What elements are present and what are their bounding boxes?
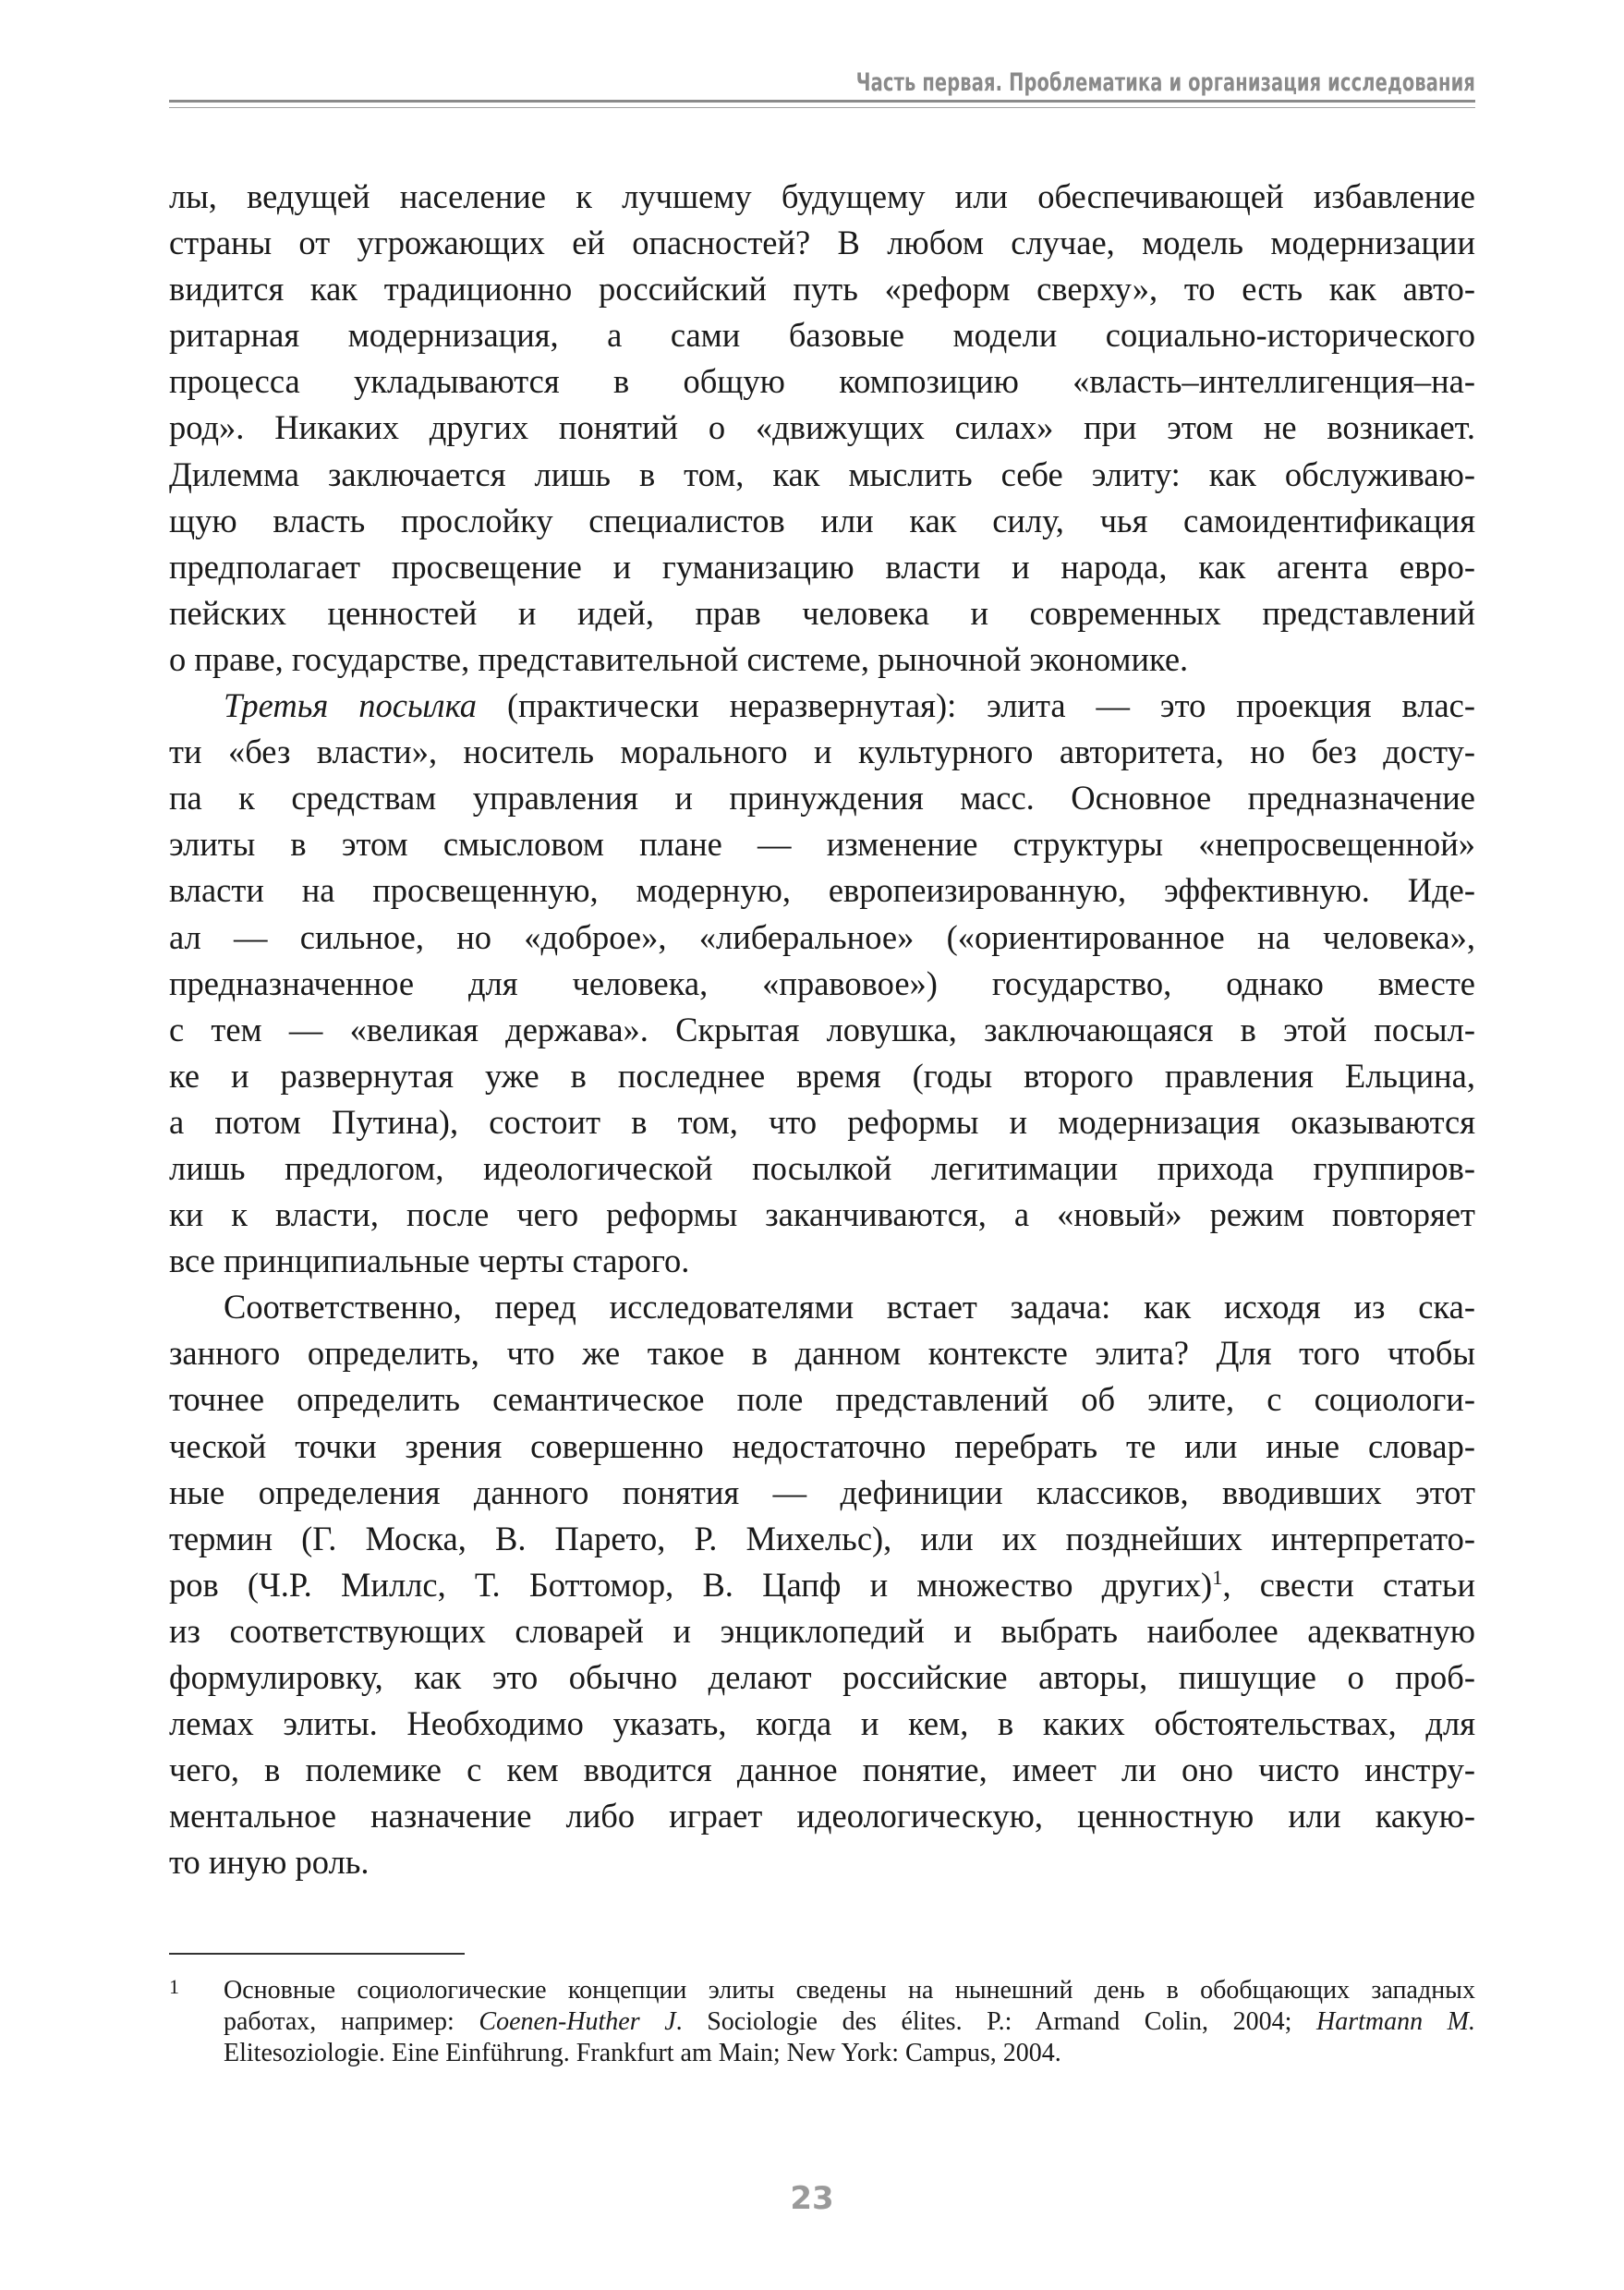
paragraph-line: ки к власти, после чего реформы заканчиваются, а «новый» режим повторяет [169,1195,1475,1234]
line-text: ров (Ч.Р. Миллс, Т. Боттомор, В. Цапф и множество других) [169,1565,1213,1604]
paragraph-line: то иную роль. [169,1843,370,1882]
paragraph-line: термин (Г. Моска, В. Парето, Р. Михельс), или их позднейших интерпретато- [169,1519,1475,1557]
paragraph-line: Соответственно, перед исследователями встает задача: как исходя из ска- [224,1288,1475,1327]
footnote-line: Основные социологические концепции элиты сведены на нынешний день в обобщающих западных [224,1976,1475,2005]
paragraph-line [169,1562,1475,1608]
paragraph-3-footnote-line [169,1562,1475,1608]
author-name: Coenen-Huther J [479,2007,676,2036]
paragraph-line: род». Никаких других понятий о «движущих силах» при этом не возникает. [169,408,1475,447]
paragraph-line: лишь предлогом, идеологической посылкой легитимации прихода группиров- [169,1148,1475,1187]
footnote-line: Elitesoziologie. Eine Einführung. Frankfurt am Main; New York: Campus, 2004. [224,2039,1061,2067]
author-name: Hartmann M. [1315,2007,1475,2036]
paragraph-line: процесса укладываются в общую композицию «власть–интеллигенция–на- [169,362,1475,401]
paragraph-line: ке и развернутая уже в последнее время (годы второго правления Ельцина, [169,1056,1475,1095]
paragraph-line: лы, ведущей население к лучшему будущему или обеспечивающей избавление [169,177,1475,215]
paragraph-line: ритарная модернизация, а сами базовые модели социально-исторического [169,316,1475,355]
paragraph-3-continued [169,1608,1475,1886]
paragraph-line: занного определить, что же такое в данном контексте элита? Для того чтобы [169,1334,1475,1373]
main-text [169,174,1475,1885]
footnote-number: 1 [169,1975,179,1998]
paragraph-line: предназначенное для человека, «правовое») государство, однако вместе [169,963,1475,1002]
header-rule-thick [169,100,1475,103]
line-text: работах, например: [224,2007,479,2036]
paragraph-line: власти на просвещенную, модерную, европеизированную, эффективную. Иде- [169,871,1475,910]
running-head: Часть первая. Проблематика и организация исследования [855,68,1475,97]
paragraph-line: Дилемма заключается лишь в том, как мыслить себе элиту: как обслуживаю- [169,454,1475,493]
paragraph-line: лемах элиты. Необходимо указать, когда и кем, в каких обстоятельствах, для [169,1704,1475,1743]
paragraph-line: о праве, государстве, представительной системе, рыночной экономике. [169,639,1189,678]
paragraph-2 [169,683,1475,1284]
paragraph-3 [169,1284,1475,1562]
paragraph-line: формулировку, как это обычно делают российские авторы, пишущие о проб- [169,1658,1475,1696]
paragraph-line: щую власть прослойку специалистов или как силу, чья самоидентификация [169,501,1475,539]
header-rule-thin [169,107,1475,108]
paragraph-line: па к средствам управления и принуждения масс. Основное предназначение [169,779,1475,818]
footnote-text [224,1975,1475,2069]
paragraph-line: ментальное назначение либо играет идеологическую, ценностную или какую- [169,1797,1475,1836]
line-text: (практически неразвернутая): элита — это проекция влас- [477,686,1476,725]
italic-term: Третья посылка [224,686,477,725]
paragraph-line: предполагает просвещение и гуманизацию власти и народа, как агента евро- [169,547,1475,586]
paragraph-line: ные определения данного понятия — дефиниции классиков, вводивших этот [169,1472,1475,1511]
footnote-reference[interactable]: 1 [1212,1565,1223,1589]
paragraph-line: точнее определить семантическое поле представлений об элите, с социологи- [169,1380,1475,1419]
paragraph-line [169,683,1475,729]
paragraph-line: а потом Путина), состоит в том, что реформы и модернизация оказываются [169,1102,1475,1141]
paragraph-line: ти «без власти», носитель морального и культурного авторитета, но без досту- [169,733,1475,771]
page-number: 23 [790,2180,834,2217]
footnote-separator [169,1953,465,1955]
footnote-line [224,2006,1475,2038]
paragraph-line: пейских ценностей и идей, прав человека и современных представлений [169,593,1475,632]
paragraph-line: с тем — «великая держава». Скрытая ловушка, заключающаяся в этой посыл- [169,1010,1475,1048]
paragraph-line: ческой точки зрения совершенно недостаточно перебрать те или иные словар- [169,1426,1475,1465]
line-text: . Sociologie des élites. P.: Armand Colin, 2004; [675,2007,1316,2036]
paragraph-1 [169,174,1475,683]
line-text: , свести статьи [1222,1565,1475,1604]
paragraph-line: элиты в этом смысловом плане — изменение структуры «непросвещенной» [169,825,1475,864]
paragraph-line: чего, в полемике с кем вводится данное понятие, имеет ли оно чисто инстру- [169,1751,1475,1789]
paragraph-line: видится как традиционно российский путь «реформ сверху», то есть как авто- [169,270,1475,309]
paragraph-line: из соответствующих словарей и энциклопедий и выбрать наиболее адекватную [169,1611,1475,1650]
paragraph-line: страны от угрожающих ей опасностей? В любом случае, модель модернизации [169,224,1475,262]
paragraph-line: ал — сильное, но «доброе», «либеральное» («ориентированное на человека», [169,917,1475,956]
paragraph-line: все принципиальные черты старого. [169,1242,690,1280]
